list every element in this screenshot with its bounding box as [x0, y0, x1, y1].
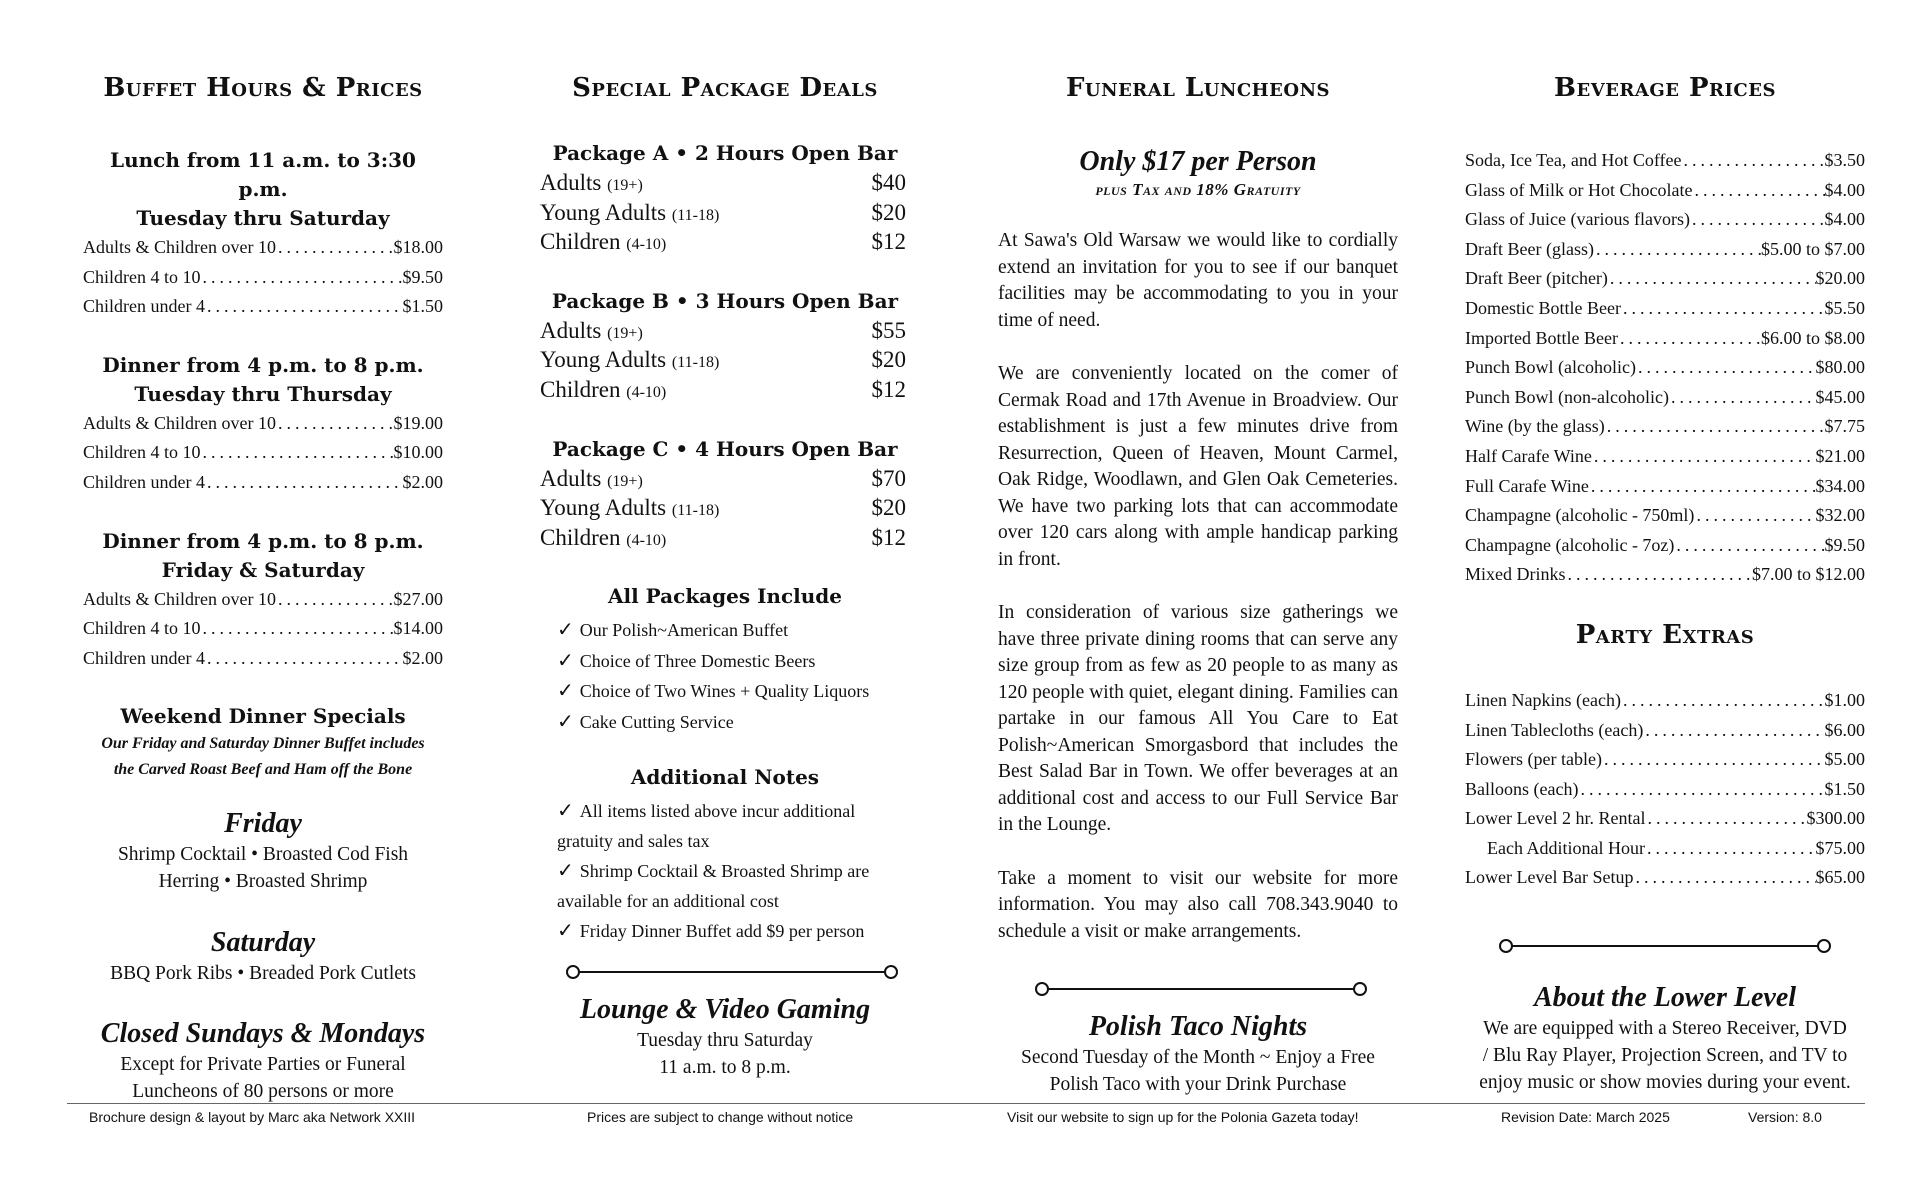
row-label: Young Adults	[540, 347, 667, 373]
row-price: $10.00	[393, 442, 443, 463]
lounge-days: Tuesday thru Saturday	[637, 1029, 813, 1051]
row-price: $20	[871, 347, 906, 373]
friday-block	[83, 807, 443, 895]
checkmark-icon: ✓	[557, 858, 574, 883]
paragraph: Take a moment to visit our website for more information. You may also call 708.343.9040 to schedule a visit or make arrangements.	[998, 867, 1398, 942]
saturday-block	[83, 926, 443, 987]
row-label: Children 4 to 10	[83, 442, 201, 463]
row-price: $9.50	[402, 266, 443, 287]
price-row	[83, 292, 443, 322]
row-label: Children	[540, 524, 621, 550]
paragraph: At Sawa's Old Warsaw we would like to cordially extend an invitation for you to see if our banquet facilities may be accommodating to you in your time of need.	[998, 230, 1398, 331]
footer-credit: Brochure design & layout by Marc aka Network XXIII	[89, 1109, 416, 1125]
price-row: Half Carafe Wine ..... $21.00	[1465, 442, 1865, 472]
price-row: Glass of Milk or Hot Chocolate ..... $4.00	[1465, 176, 1865, 206]
funeral-price: Only $17 per Person	[1079, 146, 1317, 177]
price-row: Domestic Bottle Beer ..... $5.50	[1465, 294, 1865, 324]
row-price: $18.00	[393, 237, 443, 257]
weekend-note: Our Friday and Saturday Dinner Buffet includes	[101, 735, 425, 753]
beverages-heading: Beverage Prices	[1554, 73, 1776, 103]
ornament-divider	[998, 974, 1398, 1004]
list-item: ✓ Cake Cutting Service	[557, 708, 734, 733]
funeral-heading: Funeral Luncheons	[1065, 73, 1331, 103]
closed-text: Except for Private Parties or Funeral	[120, 1054, 406, 1076]
package-row	[540, 493, 910, 523]
price-row	[83, 233, 443, 263]
age-range: (19+)	[607, 472, 643, 490]
list-item-cont: gratuity and sales tax	[557, 830, 710, 851]
row-price: $27.00	[393, 588, 443, 609]
age-range: (11-18)	[671, 502, 720, 520]
age-range: (11-18)	[671, 206, 720, 224]
checkmark-icon: ✓	[557, 918, 574, 943]
lower-level-block	[1465, 981, 1865, 1096]
footer-website: Visit our website to sign up for the Polonia Gazeta today!	[1007, 1109, 1359, 1125]
lounge-hours: 11 a.m. to 8 p.m.	[659, 1056, 791, 1078]
row-label: Young Adults	[540, 199, 667, 225]
taco-text: Second Tuesday of the Month ~ Enjoy a Free	[1021, 1047, 1375, 1068]
taco-text: Polish Taco with your Drink Purchase	[1049, 1074, 1347, 1095]
package-a	[540, 139, 910, 257]
package-title: Package C • 4 Hours Open Bar	[552, 436, 898, 461]
age-range: (19+)	[607, 324, 643, 342]
row-price: $40	[871, 170, 906, 195]
closed-text: Luncheons of 80 persons or more	[132, 1081, 394, 1103]
price-row: Champagne (alcoholic - 7oz) ..... $9.50	[1465, 531, 1865, 561]
price-row: Wine (by the glass) ..... $7.75	[1465, 412, 1865, 442]
price-row: Glass of Juice (various flavors) ..... $4.00	[1465, 205, 1865, 235]
price-row: Soda, Ice Tea, and Hot Coffee ..... $3.50	[1465, 146, 1865, 176]
include-title: All Packages Include	[608, 584, 842, 609]
price-row: Imported Bottle Beer ..... $6.00 to $8.00	[1465, 324, 1865, 354]
row-price: $19.00	[393, 412, 443, 433]
list-item: ✓ Choice of Two Wines + Quality Liquors	[557, 678, 870, 703]
list-item: ✓ All items listed above incur additional	[557, 798, 856, 823]
package-row	[540, 345, 910, 375]
package-row	[540, 168, 910, 198]
package-c	[540, 435, 910, 553]
section-days: Friday & Saturday	[161, 557, 365, 582]
lower-level-text: We are equipped with a Stereo Receiver, DVD	[1483, 1018, 1847, 1040]
weekend-note: the Carved Roast Beef and Ham off the Bone	[113, 761, 413, 779]
lunch-section	[83, 146, 443, 322]
section-days: Tuesday thru Thursday	[134, 381, 392, 406]
list-item: ✓ Friday Dinner Buffet add $9 per person	[557, 918, 865, 943]
price-row: Lower Level 2 hr. Rental ..... $300.00	[1465, 804, 1865, 834]
weekend-specials	[83, 702, 443, 783]
age-range: (4-10)	[626, 383, 667, 401]
package-row	[540, 464, 910, 494]
age-range: (19+)	[607, 177, 643, 194]
row-label: Adults	[540, 317, 602, 343]
price-row: Mixed Drinks ..... $7.00 to $12.00	[1465, 560, 1865, 590]
row-label: Children under 4	[83, 471, 205, 492]
price-row: Draft Beer (glass) ..... $5.00 to $7.00	[1465, 235, 1865, 265]
lounge-block	[540, 993, 910, 1081]
price-row: Punch Bowl (non-alcoholic) ..... $45.00	[1465, 383, 1865, 413]
taco-title: Polish Taco Nights	[1088, 1011, 1308, 1042]
friday-menu: Shrimp Cocktail • Broasted Cod Fish	[117, 844, 409, 866]
extras-heading: Party Extras	[1575, 619, 1755, 650]
price-row: Linen Napkins (each) ..... $1.00	[1465, 686, 1865, 716]
row-price: $70	[871, 465, 906, 491]
price-row: Full Carafe Wine ..... $34.00	[1465, 472, 1865, 502]
price-row: Champagne (alcoholic - 750ml) ..... $32.00	[1465, 501, 1865, 531]
price-row: Linen Tablecloths (each) ..... $6.00	[1465, 716, 1865, 746]
row-label: Children 4 to 10	[83, 266, 201, 287]
price-row: Flowers (per table) ..... $5.00	[1465, 745, 1865, 775]
price-row	[83, 409, 443, 439]
lower-level-text: enjoy music or show movies during your event.	[1479, 1072, 1851, 1094]
row-label: Adults	[540, 170, 602, 195]
list-item: ✓ Shrimp Cocktail & Broasted Shrimp are	[557, 858, 870, 883]
row-price: $14.00	[393, 618, 443, 639]
checkmark-icon: ✓	[557, 617, 574, 642]
paragraph: We are conveniently located on the comer of Cermak Road and 17th Avenue in Broadview. Our establishment is just a few minutes drive from Resurrection, Queen of Heaven, Mount Carmel, Oak Ridge, Woodlawn, and Glen Oak Cemeteries. We have two parking lots that can accommodate over 120 cars along with ample handicap parking in front.	[998, 363, 1398, 570]
additional-notes	[540, 763, 910, 947]
list-item: ✓ Choice of Three Domestic Beers	[557, 647, 816, 672]
lounge-title: Lounge & Video Gaming	[579, 993, 871, 1025]
notes-list	[540, 796, 910, 947]
checkmark-icon: ✓	[557, 798, 574, 823]
package-row	[540, 227, 910, 257]
age-range: (4-10)	[626, 236, 667, 254]
buffet-column	[83, 70, 443, 1105]
package-title: Package B • 3 Hours Open Bar	[551, 288, 899, 313]
package-title: Package A • 2 Hours Open Bar	[552, 141, 898, 165]
footer-version: Version: 8.0	[1748, 1109, 1822, 1125]
package-row	[540, 523, 910, 553]
beverages-column	[1465, 70, 1865, 1096]
age-range: (11-18)	[671, 354, 720, 372]
taco-block	[998, 1010, 1398, 1098]
checkmark-icon: ✓	[557, 708, 574, 733]
extras-list	[1465, 686, 1865, 893]
section-days: Tuesday thru Saturday	[136, 206, 390, 230]
packages-include	[540, 582, 910, 737]
footer-divider	[67, 1103, 1865, 1104]
row-label: Adults & Children over 10	[83, 237, 276, 257]
row-price: $12	[871, 376, 906, 402]
row-price: $2.00	[402, 471, 443, 492]
dinner-weekday-section	[83, 351, 443, 498]
price-row	[83, 644, 443, 674]
checkmark-icon: ✓	[557, 647, 574, 672]
saturday-title: Saturday	[210, 927, 316, 959]
paragraph: In consideration of various size gatherings we have three private dining rooms that can serve any size group from as few as 20 people to as many as 120 people with quiet, elegant dining. Families can partake in our famous All You Care to Eat Polish~American Smorgasbord that includes the Best Salad Bar in Town. We offer beverages at an additional cost and access to our Full Service Bar in the Lounge.	[998, 602, 1398, 835]
row-label: Children	[540, 229, 621, 255]
funeral-gratuity: plus Tax and 18% Gratuity	[1095, 180, 1301, 199]
lower-level-text: / Blu Ray Player, Projection Screen, and TV to	[1482, 1045, 1848, 1067]
section-title: Dinner from 4 p.m. to 8 p.m.	[102, 528, 424, 553]
package-row	[540, 198, 910, 228]
row-label: Children under 4	[83, 647, 205, 668]
footer-revision: Revision Date: March 2025	[1501, 1109, 1670, 1125]
price-row: Draft Beer (pitcher) ..... $20.00	[1465, 264, 1865, 294]
row-label: Young Adults	[540, 495, 667, 521]
funeral-column	[998, 70, 1398, 1098]
section-title: Dinner from 4 p.m. to 8 p.m.	[102, 352, 424, 377]
price-row	[83, 263, 443, 293]
row-label: Children	[540, 376, 621, 402]
row-price: $55	[871, 317, 906, 343]
packages-heading: Special Package Deals	[572, 73, 878, 103]
row-label: Children 4 to 10	[83, 618, 201, 639]
weekend-title: Weekend Dinner Specials	[120, 704, 406, 729]
row-price: $12	[871, 229, 906, 255]
section-title: Lunch from 11 a.m. to 3:30 p.m.	[110, 148, 416, 201]
price-row	[83, 468, 443, 498]
package-row	[540, 316, 910, 346]
notes-title: Additional Notes	[630, 765, 820, 790]
list-item: ✓ Our Polish~American Buffet	[557, 617, 789, 642]
row-price: $12	[871, 524, 906, 550]
row-price: $1.50	[402, 296, 443, 317]
friday-menu: Herring • Broasted Shrimp	[158, 871, 368, 893]
row-price: $20	[871, 199, 906, 225]
age-range: (4-10)	[626, 531, 667, 549]
saturday-menu: BBQ Pork Ribs • Breaded Pork Cutlets	[110, 963, 416, 985]
row-price: $2.00	[402, 647, 443, 668]
row-label: Adults & Children over 10	[83, 412, 276, 433]
price-row: Punch Bowl (alcoholic) ..... $80.00	[1465, 353, 1865, 383]
price-row	[83, 614, 443, 644]
list-item-cont: available for an additional cost	[557, 890, 779, 911]
buffet-heading: Buffet Hours & Prices	[103, 73, 423, 103]
include-list	[540, 615, 910, 737]
price-row: Lower Level Bar Setup ..... $65.00	[1465, 863, 1865, 893]
ornament-divider	[1465, 931, 1865, 961]
price-row	[83, 438, 443, 468]
closed-block	[83, 1017, 443, 1105]
price-row	[83, 585, 443, 615]
checkmark-icon: ✓	[557, 678, 574, 703]
price-row: Balloons (each) ..... $1.50	[1465, 775, 1865, 805]
row-label: Adults	[540, 465, 602, 491]
closed-title: Closed Sundays & Mondays	[100, 1018, 426, 1050]
package-b	[540, 287, 910, 405]
footer-notice: Prices are subject to change without notice	[587, 1109, 854, 1125]
package-row	[540, 375, 910, 405]
lower-level-title: About the Lower Level	[1533, 982, 1797, 1014]
row-label: Adults & Children over 10	[83, 588, 276, 609]
beverage-list	[1465, 146, 1865, 590]
ornament-divider	[540, 957, 910, 987]
price-row: Each Additional Hour ..... $75.00	[1465, 834, 1865, 864]
dinner-weekend-section	[83, 527, 443, 674]
row-label: Children under 4	[83, 296, 205, 317]
row-price: $20	[871, 495, 906, 521]
friday-title: Friday	[224, 808, 302, 840]
packages-column	[540, 70, 910, 1081]
